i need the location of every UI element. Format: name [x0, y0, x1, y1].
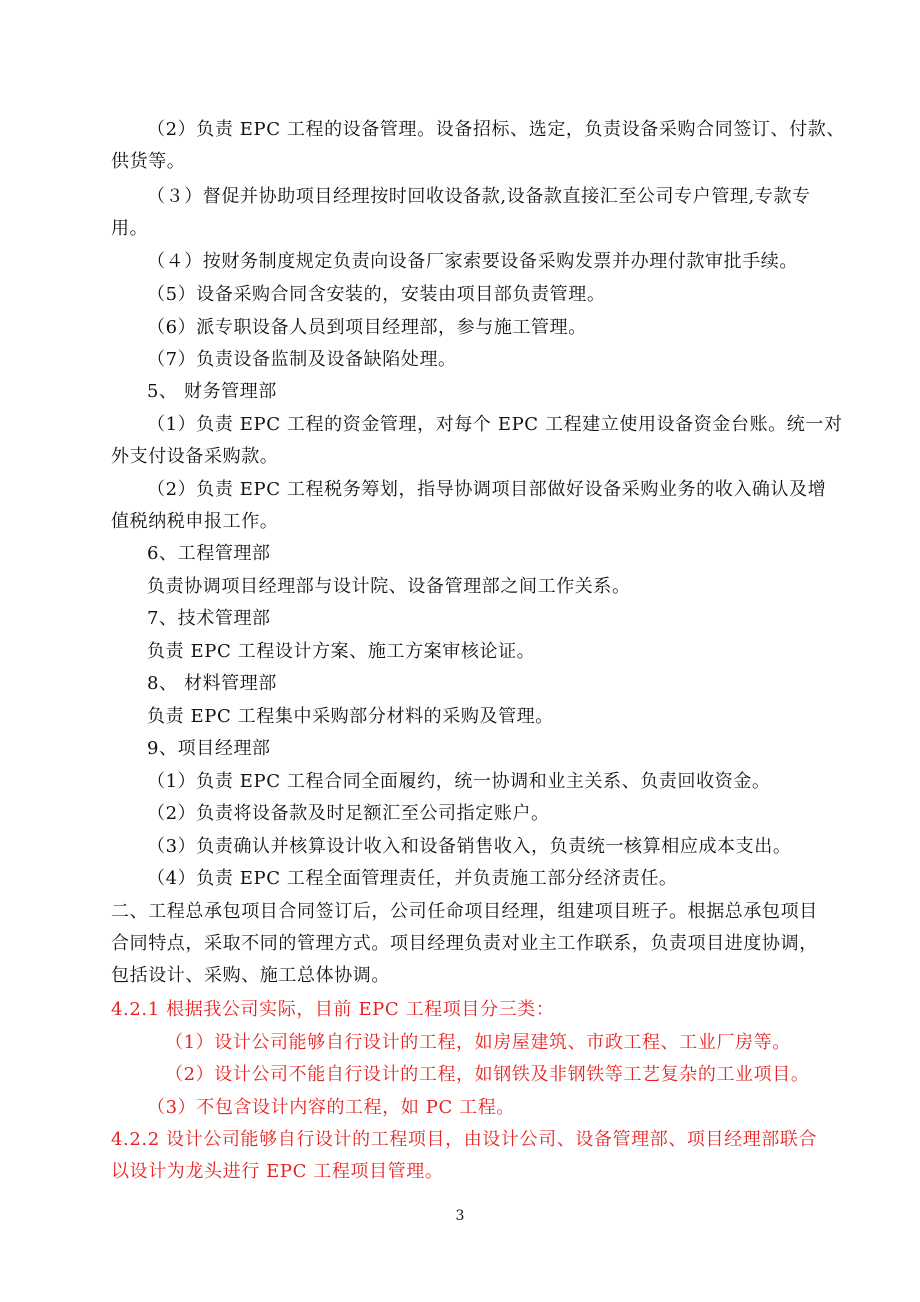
paragraph-line: （3）负责确认并核算设计收入和设备销售收入，负责统一核算相应成本支出。	[147, 836, 792, 857]
paragraph-line: （1）负责 EPC 工程的资金管理，对每个 EPC 工程建立使用设备资金台账。统一对	[147, 414, 843, 435]
clause-line: 以设计为龙头进行 EPC 工程项目管理。	[111, 1161, 444, 1182]
paragraph-line: 值税纳税申报工作。	[111, 511, 279, 532]
section-heading: 8、 材料管理部	[147, 673, 277, 694]
paragraph-line: （2）负责 EPC 工程的设备管理。设备招标、选定，负责设备采购合同签订、付款、	[147, 119, 845, 140]
paragraph-line: （４）按财务制度规定负责向设备厂家索要设备采购发票并办理付款审批手续。	[147, 251, 798, 272]
paragraph-line: 负责协调项目经理部与设计院、设备管理部之间工作关系。	[147, 576, 631, 597]
paragraph-line: 负责 EPC 工程集中采购部分材料的采购及管理。	[147, 706, 554, 727]
paragraph-line: （5）设备采购合同含安装的，安装由项目部负责管理。	[147, 284, 606, 305]
section-heading: 7、技术管理部	[147, 608, 271, 629]
list-item: （3）不包含设计内容的工程，如 PC 工程。	[147, 1097, 515, 1118]
paragraph-line: （2）负责 EPC 工程税务筹划，指导协调项目部做好设备采购业务的收入确认及增	[147, 479, 827, 500]
paragraph-line: 二、工程总承包项目合同签订后，公司任命项目经理，组建项目班子。根据总承包项目	[111, 901, 818, 922]
paragraph-line: 用。	[111, 218, 149, 239]
section-heading: 6、工程管理部	[147, 543, 271, 564]
list-item: （1）设计公司能够自行设计的工程，如房屋建筑、市政工程、工业厂房等。	[165, 1032, 791, 1053]
paragraph-line: （6）派专职设备人员到项目经理部，参与施工管理。	[147, 317, 587, 338]
list-item: （2）设计公司不能自行设计的工程，如钢铁及非钢铁等工艺复杂的工业项目。	[165, 1064, 810, 1085]
page-number: 3	[455, 1208, 465, 1224]
section-heading: 9、项目经理部	[147, 738, 271, 759]
paragraph-line: （4）负责 EPC 工程全面管理责任，并负责施工部分经济责任。	[147, 868, 678, 889]
paragraph-line: （３）督促并协助项目经理按时回收设备款,设备款直接汇至公司专户管理,专款专	[147, 186, 811, 207]
paragraph-line: （2）负责将设备款及时足额汇至公司指定账户。	[147, 803, 550, 824]
paragraph-line: 外支付设备采购款。	[111, 446, 279, 467]
section-heading: 5、 财务管理部	[147, 381, 277, 402]
paragraph-line: 合同特点，采取不同的管理方式。项目经理负责对业主工作联系，负责项目进度协调，	[111, 933, 818, 954]
paragraph-line: 包括设计、采购、施工总体协调。	[111, 965, 390, 986]
paragraph-line: （1）负责 EPC 工程合同全面履约，统一协调和业主关系、负责回收资金。	[147, 771, 771, 792]
paragraph-line: （7）负责设备监制及设备缺陷处理。	[147, 349, 457, 370]
paragraph-line: 负责 EPC 工程设计方案、施工方案审核论证。	[147, 641, 536, 662]
clause-heading: 4.2.2 设计公司能够自行设计的工程项目，由设计公司、设备管理部、项目经理部联合	[111, 1129, 818, 1150]
clause-heading: 4.2.1 根据我公司实际，目前 EPC 工程项目分三类：	[111, 999, 555, 1020]
paragraph-line: 供货等。	[111, 151, 186, 172]
